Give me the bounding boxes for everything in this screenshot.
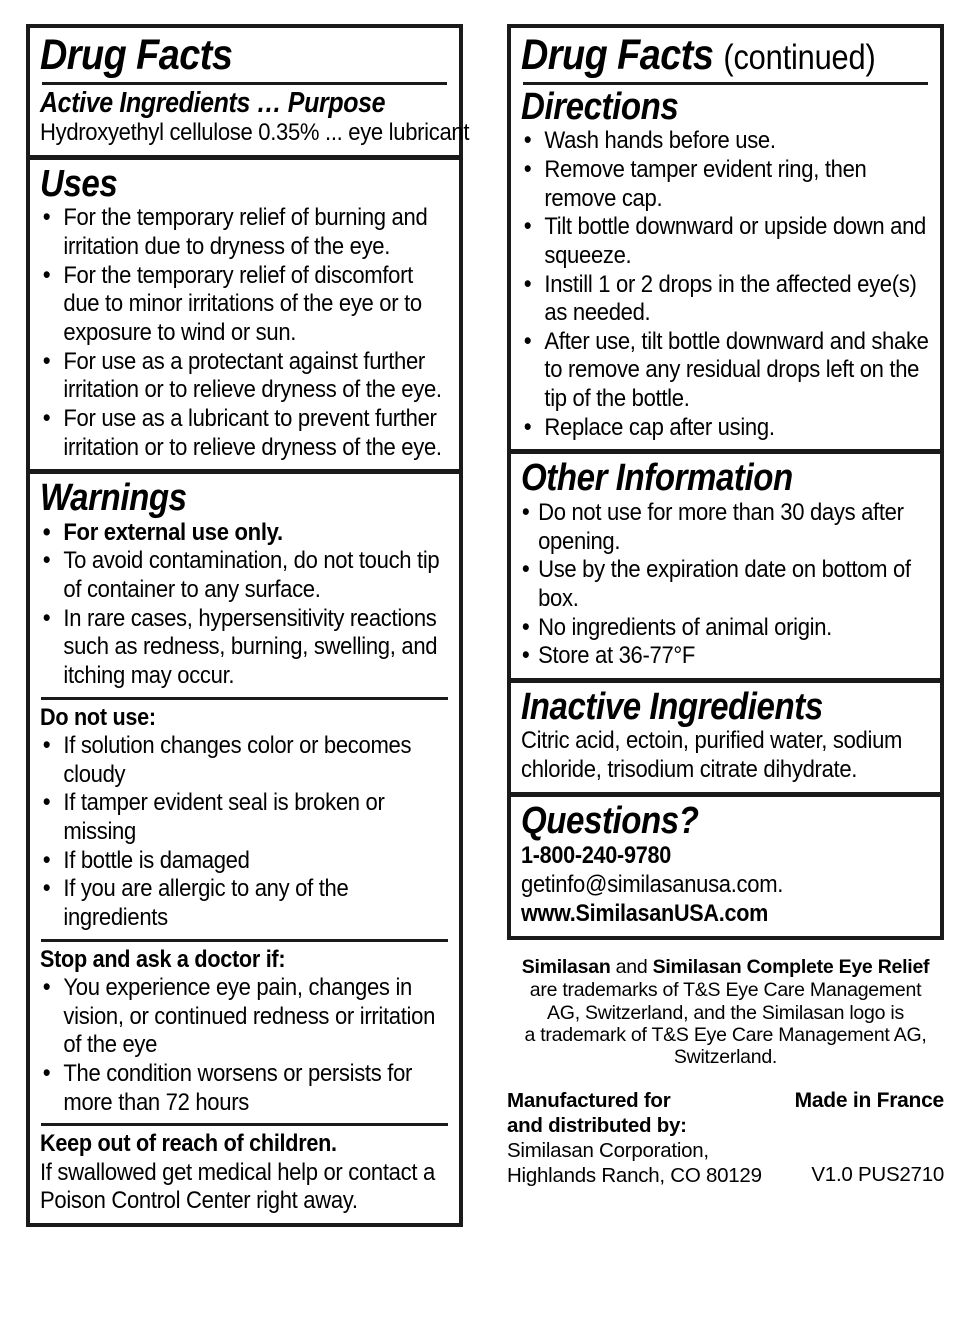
list-item: • Wash hands before use. — [521, 127, 930, 156]
manufacturer-block — [507, 1088, 944, 1188]
warnings-heading: Warnings — [40, 477, 187, 520]
list-item: • Use by the expiration date on bottom of box. — [521, 556, 930, 613]
active-ingredients-text: Hydroxyethyl cellulose 0.35% ... eye lubricant — [40, 119, 470, 147]
continued-label: (continued) — [723, 38, 876, 77]
list-item: • Remove tamper evident ring, then remove cap. — [521, 156, 930, 213]
other-information-heading: Other Information — [521, 457, 793, 500]
drug-facts-panel-left — [26, 24, 470, 1227]
list-item: • For use as a lubricant to prevent further irritation or to relieve dryness of the eye. — [40, 405, 449, 462]
manufacturer-details — [507, 1088, 778, 1188]
section-warnings — [30, 469, 459, 1223]
trademark-line-2: are trademarks of T&S Eye Care Management — [529, 979, 922, 1002]
warnings-list — [40, 519, 449, 691]
section-other-information — [511, 449, 940, 677]
list-item: • For the temporary relief of discomfort due to minor irritations of the eye or to exposure to wind or sun. — [40, 262, 449, 348]
questions-phone[interactable]: 1-800-240-9780 — [521, 842, 671, 870]
trademark-line-5: Switzerland. — [673, 1046, 778, 1069]
brand-name-primary: Similasan — [521, 955, 611, 978]
questions-website[interactable]: www.SimilasanUSA.com — [521, 900, 769, 928]
list-item: • For the temporary relief of burning and irritation due to dryness of the eye. — [40, 204, 449, 261]
list-item: • Replace cap after using. — [521, 414, 930, 443]
section-inactive-ingredients — [511, 678, 940, 792]
page-title: Drug Facts — [40, 31, 233, 79]
made-in-label: Made in France — [794, 1088, 944, 1112]
list-item: • For use as a protectant against further irritation or to relieve dryness of the eye. — [40, 348, 449, 405]
list-item: • If you are allergic to any of the ingredients — [40, 875, 449, 932]
manufactured-for-label-line-2: and distributed by: — [507, 1113, 687, 1137]
list-item: • Instill 1 or 2 drops in the affected eye(s) as needed. — [521, 271, 930, 328]
stop-and-ask-heading: Stop and ask a doctor if: — [40, 945, 286, 973]
list-item: • For external use only. — [40, 519, 449, 548]
list-item: • If bottle is damaged — [40, 847, 449, 876]
section-active-ingredients — [30, 28, 470, 155]
manufacturer-company: Similasan Corporation, — [507, 1138, 709, 1162]
keep-out-text: If swallowed get medical help or contact a Poison Control Center right away. — [40, 1158, 435, 1215]
questions-email[interactable]: getinfo@similasanusa.com. — [521, 870, 784, 898]
trademark-conjunction: and — [610, 955, 653, 978]
list-item: • Store at 36-77°F — [521, 642, 930, 671]
page-title-text: Drug Facts — [521, 31, 714, 79]
list-item: • Do not use for more than 30 days after opening. — [521, 499, 930, 556]
uses-list — [40, 204, 449, 462]
list-item: • The condition worsens or persists for more than 72 hours — [40, 1060, 449, 1117]
list-item: • In rare cases, hypersensitivity reactions such as redness, burning, swelling, and itching may occur. — [40, 605, 449, 691]
brand-name-secondary: Similasan Complete Eye Relief — [652, 955, 930, 978]
active-ingredients-heading: Active Ingredients … Purpose — [40, 86, 386, 119]
questions-heading: Questions? — [521, 799, 699, 842]
drug-facts-panel-right — [507, 24, 944, 940]
trademark-line-3: AG, Switzerland, and the Similasan logo is — [547, 1001, 904, 1024]
page-title-continued — [521, 33, 881, 78]
manufacturer-address: Highlands Ranch, CO 80129 — [507, 1163, 762, 1187]
title-divider — [42, 82, 447, 85]
section-uses — [30, 155, 459, 469]
manufactured-for-label-line-1: Manufactured for — [507, 1088, 671, 1112]
trademark-line-4: a trademark of T&S Eye Care Management AG, — [524, 1023, 927, 1046]
section-questions — [511, 792, 940, 936]
directions-list — [521, 127, 930, 442]
version-code: V1.0 PUS2710 — [811, 1162, 944, 1186]
inactive-ingredients-heading: Inactive Ingredients — [521, 685, 823, 728]
trademark-line-1 — [507, 956, 944, 978]
stop-and-ask-divider — [41, 939, 448, 942]
section-directions — [511, 28, 940, 449]
trademark-notice — [507, 956, 944, 1069]
list-item: • No ingredients of animal origin. — [521, 614, 930, 643]
directions-heading: Directions — [521, 85, 679, 128]
list-item: • If tamper evident seal is broken or missing — [40, 789, 449, 846]
do-not-use-divider — [41, 697, 448, 700]
list-item: • Tilt bottle downward or upside down and squeeze. — [521, 213, 930, 270]
title-divider — [523, 82, 928, 85]
inactive-ingredients-text: Citric acid, ectoin, purified water, sodium chloride, trisodium citrate dihydrate. — [521, 727, 903, 784]
list-item: • If solution changes color or becomes cloudy — [40, 732, 449, 789]
uses-heading: Uses — [40, 162, 118, 205]
left-column — [26, 24, 470, 1227]
list-item: • You experience eye pain, changes in vision, or continued redness or irritation of the eye — [40, 974, 449, 1060]
do-not-use-heading: Do not use: — [40, 703, 156, 731]
right-column — [507, 24, 944, 1188]
stop-and-ask-list — [40, 974, 449, 1117]
keep-out-divider — [41, 1123, 448, 1126]
list-item: • After use, tilt bottle downward and shake to remove any residual drops left on the tip of the bottle. — [521, 328, 930, 414]
list-item: • To avoid contamination, do not touch tip of container to any surface. — [40, 547, 449, 604]
keep-out-heading: Keep out of reach of children. — [40, 1130, 337, 1158]
do-not-use-list — [40, 732, 449, 933]
other-information-list — [521, 499, 930, 671]
